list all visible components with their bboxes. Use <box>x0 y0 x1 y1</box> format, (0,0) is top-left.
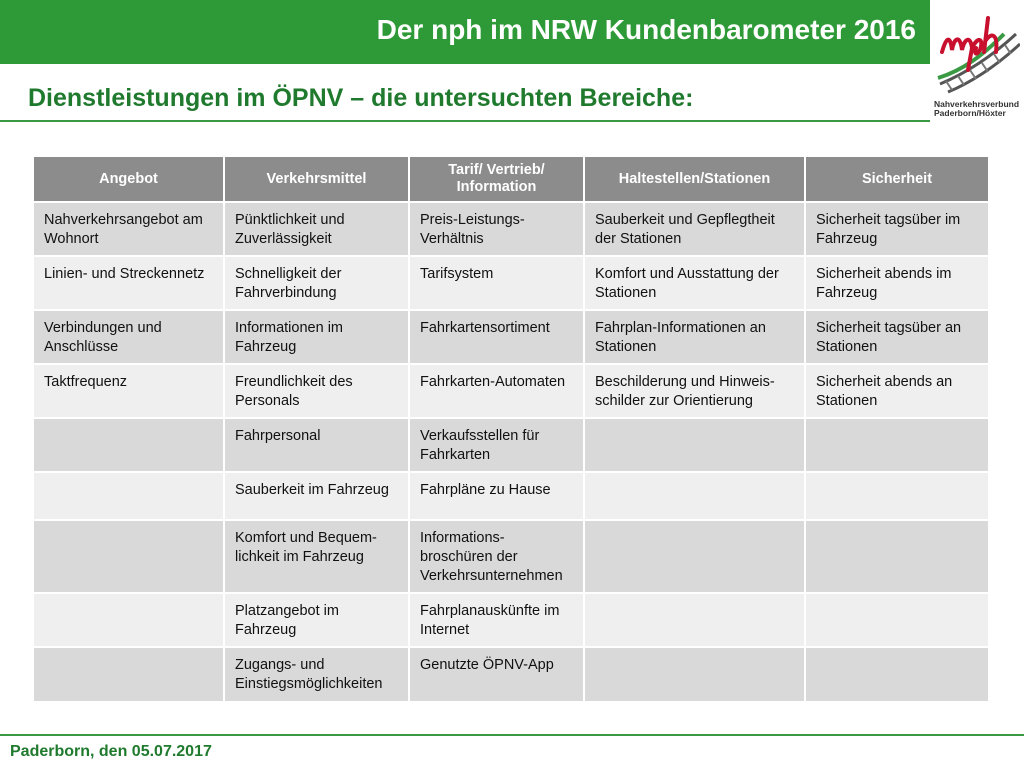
table-cell: Tarifsystem <box>409 256 584 310</box>
table-cell <box>584 520 805 593</box>
table-cell: Fahrpläne zu Hause <box>409 472 584 520</box>
table-cell: Komfort und Bequem-lichkeit im Fahrzeug <box>224 520 409 593</box>
table-cell: Preis-Leistungs-Verhältnis <box>409 202 584 256</box>
table-cell: Platzangebot im Fahrzeug <box>224 593 409 647</box>
table-cell: Genutzte ÖPNV-App <box>409 647 584 702</box>
table-cell <box>584 472 805 520</box>
table-cell: Pünktlichkeit und Zuverlässigkeit <box>224 202 409 256</box>
table-row <box>33 310 989 364</box>
table-cell: Komfort und Ausstattung der Stationen <box>584 256 805 310</box>
logo-caption-line2: Paderborn/Höxter <box>934 108 1006 118</box>
table-cell <box>584 593 805 647</box>
table-cell: Freundlichkeit des Personals <box>224 364 409 418</box>
table-cell <box>805 472 989 520</box>
table-cell <box>805 647 989 702</box>
nph-logo-icon <box>934 4 1020 96</box>
table-cell: Fahrpersonal <box>224 418 409 472</box>
table-row <box>33 256 989 310</box>
header-haltestellen-stationen: Haltestellen/Stationen <box>584 156 805 202</box>
table-cell: Sicherheit tagsüber im Fahrzeug <box>805 202 989 256</box>
header-angebot: Angebot <box>33 156 224 202</box>
footer-date: Paderborn, den 05.07.2017 <box>10 743 212 760</box>
table-row <box>33 202 989 256</box>
table-cell <box>805 593 989 647</box>
table-cell: Linien- und Streckennetz <box>33 256 224 310</box>
header-sicherheit: Sicherheit <box>805 156 989 202</box>
table-cell: Fahrplan-Informationen an Stationen <box>584 310 805 364</box>
table-cell <box>805 520 989 593</box>
table-cell: Taktfrequenz <box>33 364 224 418</box>
table-cell: Fahrkarten-Automaten <box>409 364 584 418</box>
table-cell: Sauberkeit und Gepflegtheit der Stationen <box>584 202 805 256</box>
table-cell: Sicherheit abends im Fahrzeug <box>805 256 989 310</box>
table-header-row <box>33 156 989 202</box>
table-cell: Sicherheit abends an Stationen <box>805 364 989 418</box>
logo-caption-line1: Nahverkehrsverbund <box>934 99 1020 109</box>
table-cell: Fahrplanauskünfte im Internet <box>409 593 584 647</box>
header-title: Der nph im NRW Kundenbarometer 2016 <box>376 14 916 45</box>
table-cell: Nahverkehrsangebot am Wohnort <box>33 202 224 256</box>
table-cell: Schnelligkeit der Fahrverbindung <box>224 256 409 310</box>
table-cell: Fahrkartensortiment <box>409 310 584 364</box>
table-row <box>33 647 989 702</box>
table-cell <box>584 647 805 702</box>
logo-caption <box>934 100 1019 118</box>
table-cell <box>33 593 224 647</box>
table-row <box>33 418 989 472</box>
table-cell <box>33 520 224 593</box>
table-cell: Verkaufsstellen für Fahrkarten <box>409 418 584 472</box>
table-row <box>33 593 989 647</box>
table-cell <box>584 418 805 472</box>
table-cell: Informationen im Fahrzeug <box>224 310 409 364</box>
page-subtitle: Dienstleistungen im ÖPNV – die untersuchten Bereiche: <box>28 84 694 112</box>
table-row <box>33 364 989 418</box>
header-verkehrsmittel: Verkehrsmittel <box>224 156 409 202</box>
table-cell: Beschilderung und Hinweis-schilder zur Orientierung <box>584 364 805 418</box>
divider-top <box>0 120 930 122</box>
divider-bottom <box>0 734 1024 736</box>
table-cell <box>805 418 989 472</box>
table-cell: Sicherheit tagsüber an Stationen <box>805 310 989 364</box>
header-bar <box>0 0 930 64</box>
table-cell <box>33 472 224 520</box>
service-areas-table <box>32 155 990 703</box>
table-row <box>33 472 989 520</box>
table-cell: Sauberkeit im Fahrzeug <box>224 472 409 520</box>
table-cell: Informations-broschüren der Verkehrsunternehmen <box>409 520 584 593</box>
table-cell: Zugangs- und Einstiegsmöglichkeiten <box>224 647 409 702</box>
header-tarif-vertrieb-information: Tarif/ Vertrieb/ Information <box>409 156 584 202</box>
nph-logo <box>930 0 1024 124</box>
table-cell: Verbindungen und Anschlüsse <box>33 310 224 364</box>
table-row <box>33 520 989 593</box>
table-cell <box>33 647 224 702</box>
table-cell <box>33 418 224 472</box>
